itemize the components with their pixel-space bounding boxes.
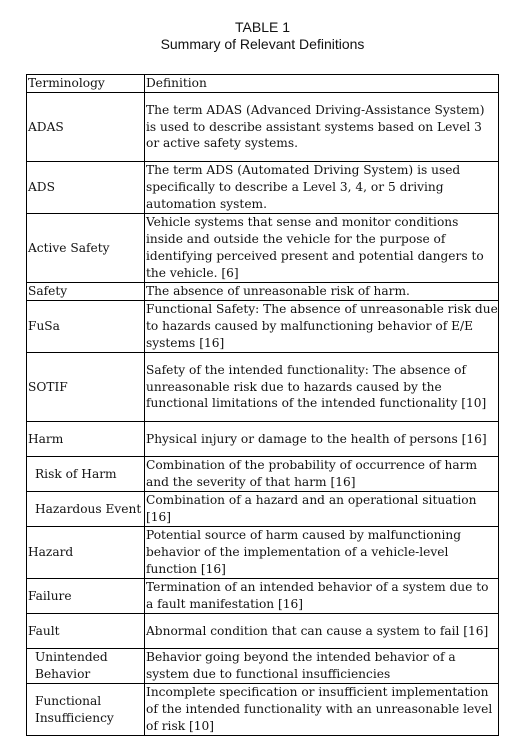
table-row bbox=[27, 214, 499, 283]
table-caption: Summary of Relevant Definitions bbox=[160, 36, 365, 52]
table-row bbox=[27, 492, 499, 527]
table-number: TABLE 1 bbox=[235, 19, 290, 35]
term-cell: Unintended Behavior bbox=[27, 649, 145, 684]
term-cell: Safety bbox=[27, 283, 145, 301]
table-row bbox=[27, 93, 499, 162]
definition-cell: Incomplete specification or insufficient implementation of the intended functionality with an unreasonable level of risk [10] bbox=[145, 684, 499, 736]
definition-cell: Termination of an intended behavior of a system due to a fault manifestation [16] bbox=[145, 579, 499, 614]
term-cell: Functional Insufficiency bbox=[27, 684, 145, 736]
definitions-table bbox=[26, 74, 499, 736]
definition-cell: Behavior going beyond the intended behavior of a system due to functional insufficiencies bbox=[145, 649, 499, 684]
term-cell: ADAS bbox=[27, 93, 145, 162]
definition-cell: Potential source of harm caused by malfunctioning behavior of the implementation of a vehicle-level function [16] bbox=[145, 527, 499, 579]
definition-cell: The term ADAS (Advanced Driving-Assistance System) is used to describe assistant systems based on Level 3 or active safety systems. bbox=[145, 93, 499, 162]
table-row bbox=[27, 162, 499, 214]
table-row bbox=[27, 649, 499, 684]
definition-cell: Combination of the probability of occurrence of harm and the severity of that harm [16] bbox=[145, 457, 499, 492]
table-row bbox=[27, 527, 499, 579]
definition-cell: The absence of unreasonable risk of harm. bbox=[145, 283, 499, 301]
term-cell: Harm bbox=[27, 422, 145, 457]
term-cell: Hazard bbox=[27, 527, 145, 579]
table-row bbox=[27, 353, 499, 422]
definition-cell: Physical injury or damage to the health of persons [16] bbox=[145, 422, 499, 457]
definition-cell: Abnormal condition that can cause a system to fail [16] bbox=[145, 614, 499, 649]
term-cell: Fault bbox=[27, 614, 145, 649]
definition-cell: Combination of a hazard and an operational situation [16] bbox=[145, 492, 499, 527]
term-cell: Hazardous Event bbox=[27, 492, 145, 527]
table-row bbox=[27, 422, 499, 457]
definition-cell: Vehicle systems that sense and monitor conditions inside and outside the vehicle for the purpose of identifying perceived present and potential dangers to the vehicle. [6] bbox=[145, 214, 499, 283]
table-header-row bbox=[27, 75, 499, 93]
definition-cell: Safety of the intended functionality: The absence of unreasonable risk due to hazards caused by the functional limitations of the intended functionality [10] bbox=[145, 353, 499, 422]
definition-cell: The term ADS (Automated Driving System) is used specifically to describe a Level 3, 4, or 5 driving automation system. bbox=[145, 162, 499, 214]
header-definition: Definition bbox=[145, 75, 499, 93]
table-row bbox=[27, 283, 499, 301]
table-row bbox=[27, 614, 499, 649]
term-cell: FuSa bbox=[27, 301, 145, 353]
table-row bbox=[27, 457, 499, 492]
term-cell: Active Safety bbox=[27, 214, 145, 283]
term-cell: SOTIF bbox=[27, 353, 145, 422]
term-cell: Risk of Harm bbox=[27, 457, 145, 492]
table-row bbox=[27, 684, 499, 736]
header-terminology: Terminology bbox=[27, 75, 145, 93]
term-cell: Failure bbox=[27, 579, 145, 614]
definition-cell: Functional Safety: The absence of unreasonable risk due to hazards caused by malfunctioning behavior of E/E systems [16] bbox=[145, 301, 499, 353]
table-row bbox=[27, 301, 499, 353]
table-row bbox=[27, 579, 499, 614]
term-cell: ADS bbox=[27, 162, 145, 214]
